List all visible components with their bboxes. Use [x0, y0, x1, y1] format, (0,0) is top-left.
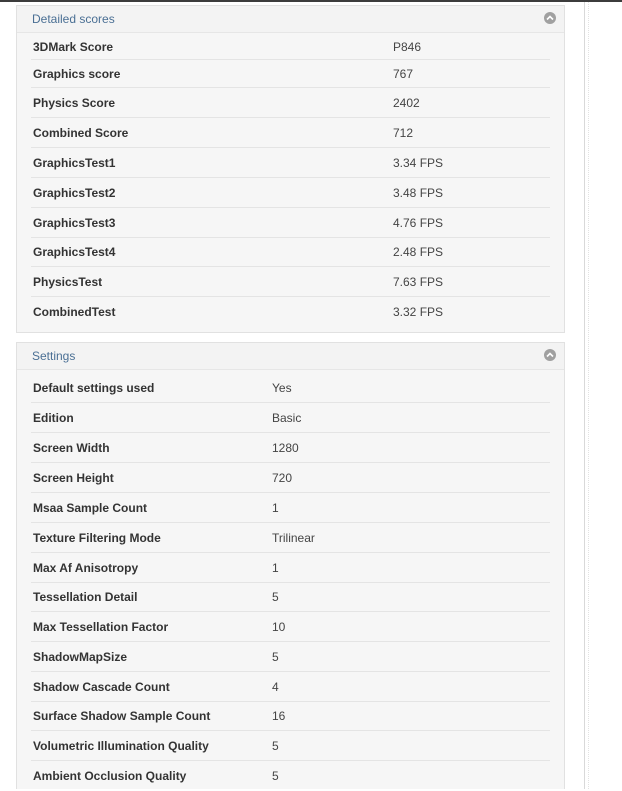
row-label: GraphicsTest2 — [33, 185, 116, 200]
row-label: Combined Score — [33, 125, 129, 140]
row-label: Default settings used — [33, 381, 155, 395]
table-row — [31, 463, 550, 493]
row-value: Trilinear — [272, 530, 315, 545]
row-label: Tessellation Detail — [33, 590, 138, 604]
row-label: Max Af Anisotropy — [33, 560, 139, 575]
row-value: 5 — [272, 649, 279, 664]
table-row — [31, 267, 550, 297]
row-value: 5 — [272, 769, 279, 783]
row-value: 2402 — [393, 95, 420, 110]
table-row — [31, 523, 550, 553]
row-label: Max Tessellation Factor — [33, 619, 169, 634]
row-label: Texture Filtering Mode — [33, 530, 161, 545]
table-row — [31, 731, 550, 761]
table-row — [31, 433, 550, 463]
detailed-scores-collapse-button[interactable] — [544, 12, 556, 24]
settings-header[interactable] — [17, 343, 564, 370]
table-row — [31, 178, 550, 208]
row-label: PhysicsTest — [33, 274, 103, 289]
row-value: 712 — [393, 125, 414, 140]
row-value: 1 — [272, 500, 279, 515]
table-row — [31, 612, 550, 642]
row-value: P846 — [393, 40, 422, 54]
chevron-up-icon — [546, 14, 554, 22]
row-label: Screen Height — [33, 470, 114, 485]
row-value: 3.34 FPS — [393, 155, 444, 170]
table-row — [31, 761, 550, 791]
table-row — [31, 672, 550, 702]
row-value: 4 — [272, 679, 279, 694]
detailed-scores-table — [31, 35, 550, 327]
row-label: GraphicsTest4 — [33, 245, 116, 259]
table-row — [31, 583, 550, 612]
row-label: Screen Width — [33, 440, 110, 455]
table-row — [31, 148, 550, 178]
row-label: Surface Shadow Sample Count — [33, 709, 211, 723]
table-row — [31, 702, 550, 731]
row-value: 3.48 FPS — [393, 185, 444, 200]
row-value: 2.48 FPS — [393, 245, 444, 259]
settings-collapse-button[interactable] — [544, 349, 556, 361]
right-divider-dotted — [588, 2, 590, 789]
table-row — [31, 374, 550, 403]
row-value: 720 — [272, 470, 293, 485]
row-value: 4.76 FPS — [393, 215, 444, 230]
row-label: Msaa Sample Count — [33, 500, 148, 515]
chevron-up-icon — [546, 351, 554, 359]
table-row — [31, 403, 550, 433]
detailed-scores-panel — [16, 5, 565, 333]
table-row — [31, 493, 550, 523]
row-label: Physics Score — [33, 95, 116, 110]
row-value: Yes — [272, 381, 292, 395]
table-row — [31, 60, 550, 88]
table-row — [31, 88, 550, 118]
row-value: 3.32 FPS — [393, 305, 444, 319]
row-value: 5 — [272, 738, 279, 753]
row-label: Shadow Cascade Count — [33, 679, 170, 694]
table-row — [31, 208, 550, 238]
table-row — [31, 118, 550, 148]
table-row — [31, 553, 550, 583]
right-divider — [584, 2, 585, 789]
row-label: GraphicsTest3 — [33, 215, 116, 230]
row-label: Edition — [33, 410, 74, 425]
table-row — [31, 35, 550, 60]
top-border — [0, 0, 622, 2]
detailed-scores-header[interactable] — [17, 6, 564, 33]
settings-title: Settings — [32, 349, 76, 363]
settings-table — [31, 374, 550, 791]
row-value: 10 — [272, 619, 286, 634]
row-value: 1 — [272, 560, 279, 575]
row-value: Basic — [272, 410, 302, 425]
row-label: 3DMark Score — [33, 40, 114, 54]
row-label: Ambient Occlusion Quality — [33, 769, 187, 783]
row-value: 5 — [272, 590, 279, 604]
row-label: Graphics score — [33, 66, 121, 81]
settings-panel — [16, 342, 565, 789]
row-value: 16 — [272, 709, 286, 723]
detailed-scores-title: Detailed scores — [32, 12, 115, 26]
row-value: 7.63 FPS — [393, 274, 444, 289]
row-label: GraphicsTest1 — [33, 155, 116, 170]
row-value: 767 — [393, 66, 414, 81]
row-value: 1280 — [272, 440, 299, 455]
row-label: CombinedTest — [33, 305, 116, 319]
row-label: ShadowMapSize — [33, 649, 128, 664]
row-label: Volumetric Illumination Quality — [33, 738, 209, 753]
table-row — [31, 297, 550, 327]
table-row — [31, 238, 550, 267]
table-row — [31, 642, 550, 672]
